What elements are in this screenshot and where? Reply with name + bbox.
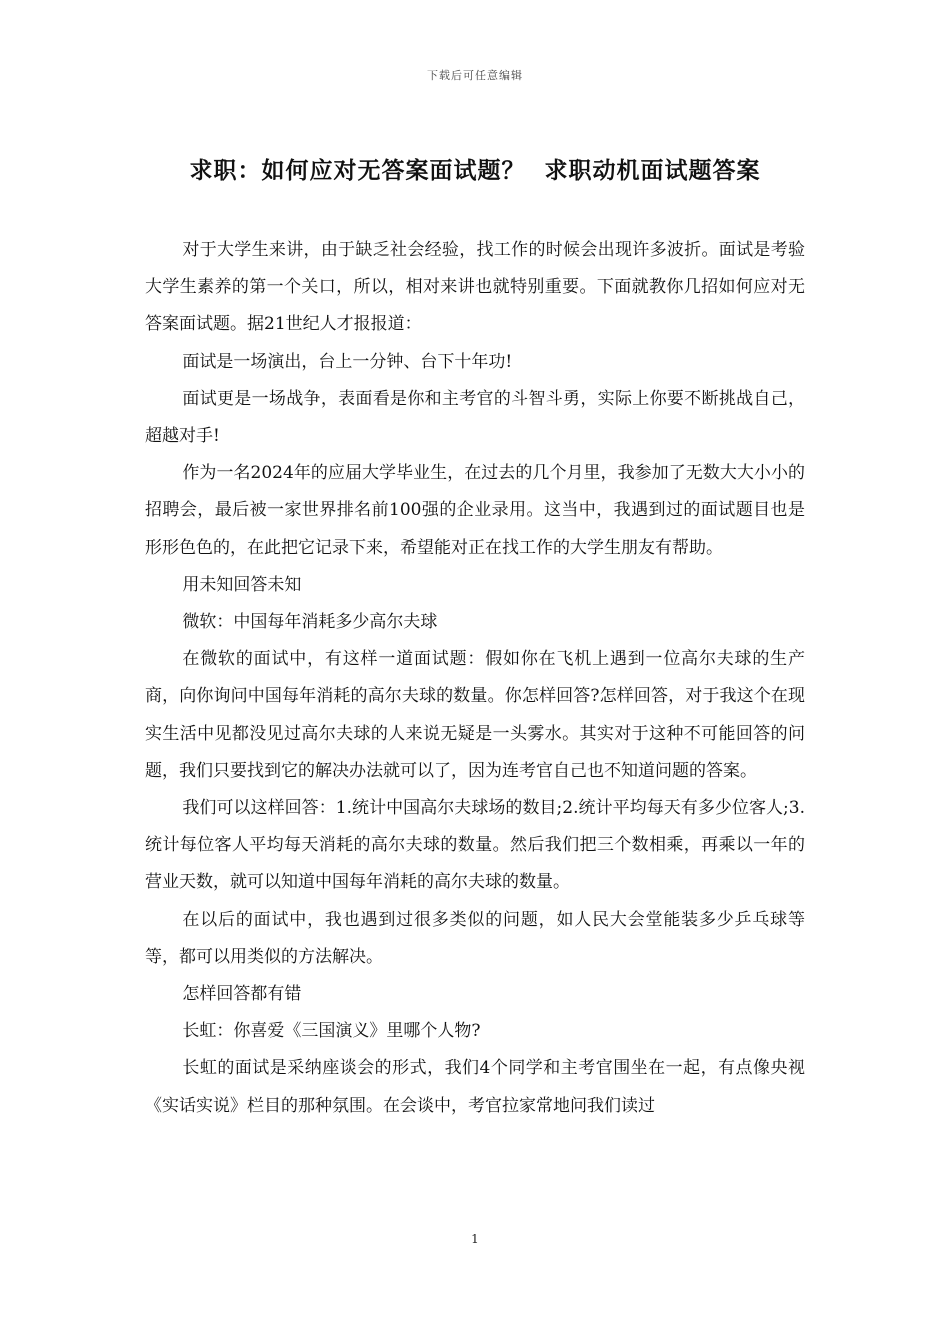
paragraph: 在微软的面试中，有这样一道面试题：假如你在飞机上遇到一位高尔夫球的生产商，向你询问中国每年消耗的高尔夫球的数量。你怎样回答?怎样回答，对于我这个在现实生活中见都没见过高尔夫球的人来说无疑是一头雾水。其实对于这种不可能回答的问题，我们只要找到它的解决办法就可以了，因为连考官自己也不知道问题的答案。 <box>145 649 805 781</box>
paragraph: 我们可以这样回答：1.统计中国高尔夫球场的数目;2.统计平均每天有多少位客人;3.统计每位客人平均每天消耗的高尔夫球的数量。然后我们把三个数相乘，再乘以一年的营业天数，就可以知道中国每年消耗的高尔夫球的数量。 <box>145 798 805 893</box>
page-number: 1 <box>471 1232 479 1246</box>
paragraph: 对于大学生来讲，由于缺乏社会经验，找工作的时候会出现许多波折。面试是考验大学生素养的第一个关口，所以，相对来讲也就特别重要。下面就教你几招如何应对无答案面试题。据21世纪人才报报道： <box>145 240 805 335</box>
paragraph: 面试更是一场战争，表面看是你和主考官的斗智斗勇，实际上你要不断挑战自己，超越对手! <box>145 388 805 447</box>
document-title: 求职：如何应对无答案面试题？ 求职动机面试题答案 <box>189 157 761 184</box>
sub-heading: 微软：中国每年消耗多少高尔夫球 <box>182 612 438 633</box>
header-note: 下载后可任意编辑 <box>427 69 523 82</box>
document-body <box>145 232 805 1125</box>
paragraph: 长虹的面试是采纳座谈会的形式，我们4个同学和主考官围坐在一起，有点像央视《实话实说》栏目的那种氛围。在会谈中，考官拉家常地问我们读过 <box>145 1058 805 1116</box>
paragraph: 作为一名2024年的应届大学毕业生，在过去的几个月里，我参加了无数大大小小的招聘会，最后被一家世界排名前100强的企业录用。这当中，我遇到过的面试题目也是形形色色的，在此把它记录下来，希望能对正在找工作的大学生朋友有帮助。 <box>145 463 805 558</box>
section-heading: 怎样回答都有错 <box>182 984 302 1005</box>
section-heading: 用未知回答未知 <box>182 574 302 595</box>
sub-heading: 长虹：你喜爱《三国演义》里哪个人物? <box>182 1021 481 1042</box>
paragraph: 面试是一场演出，台上一分钟、台下十年功! <box>182 351 513 372</box>
paragraph: 在以后的面试中，我也遇到过很多类似的问题，如人民大会堂能装多少乒乓球等等，都可以用类似的方法解决。 <box>145 909 805 967</box>
